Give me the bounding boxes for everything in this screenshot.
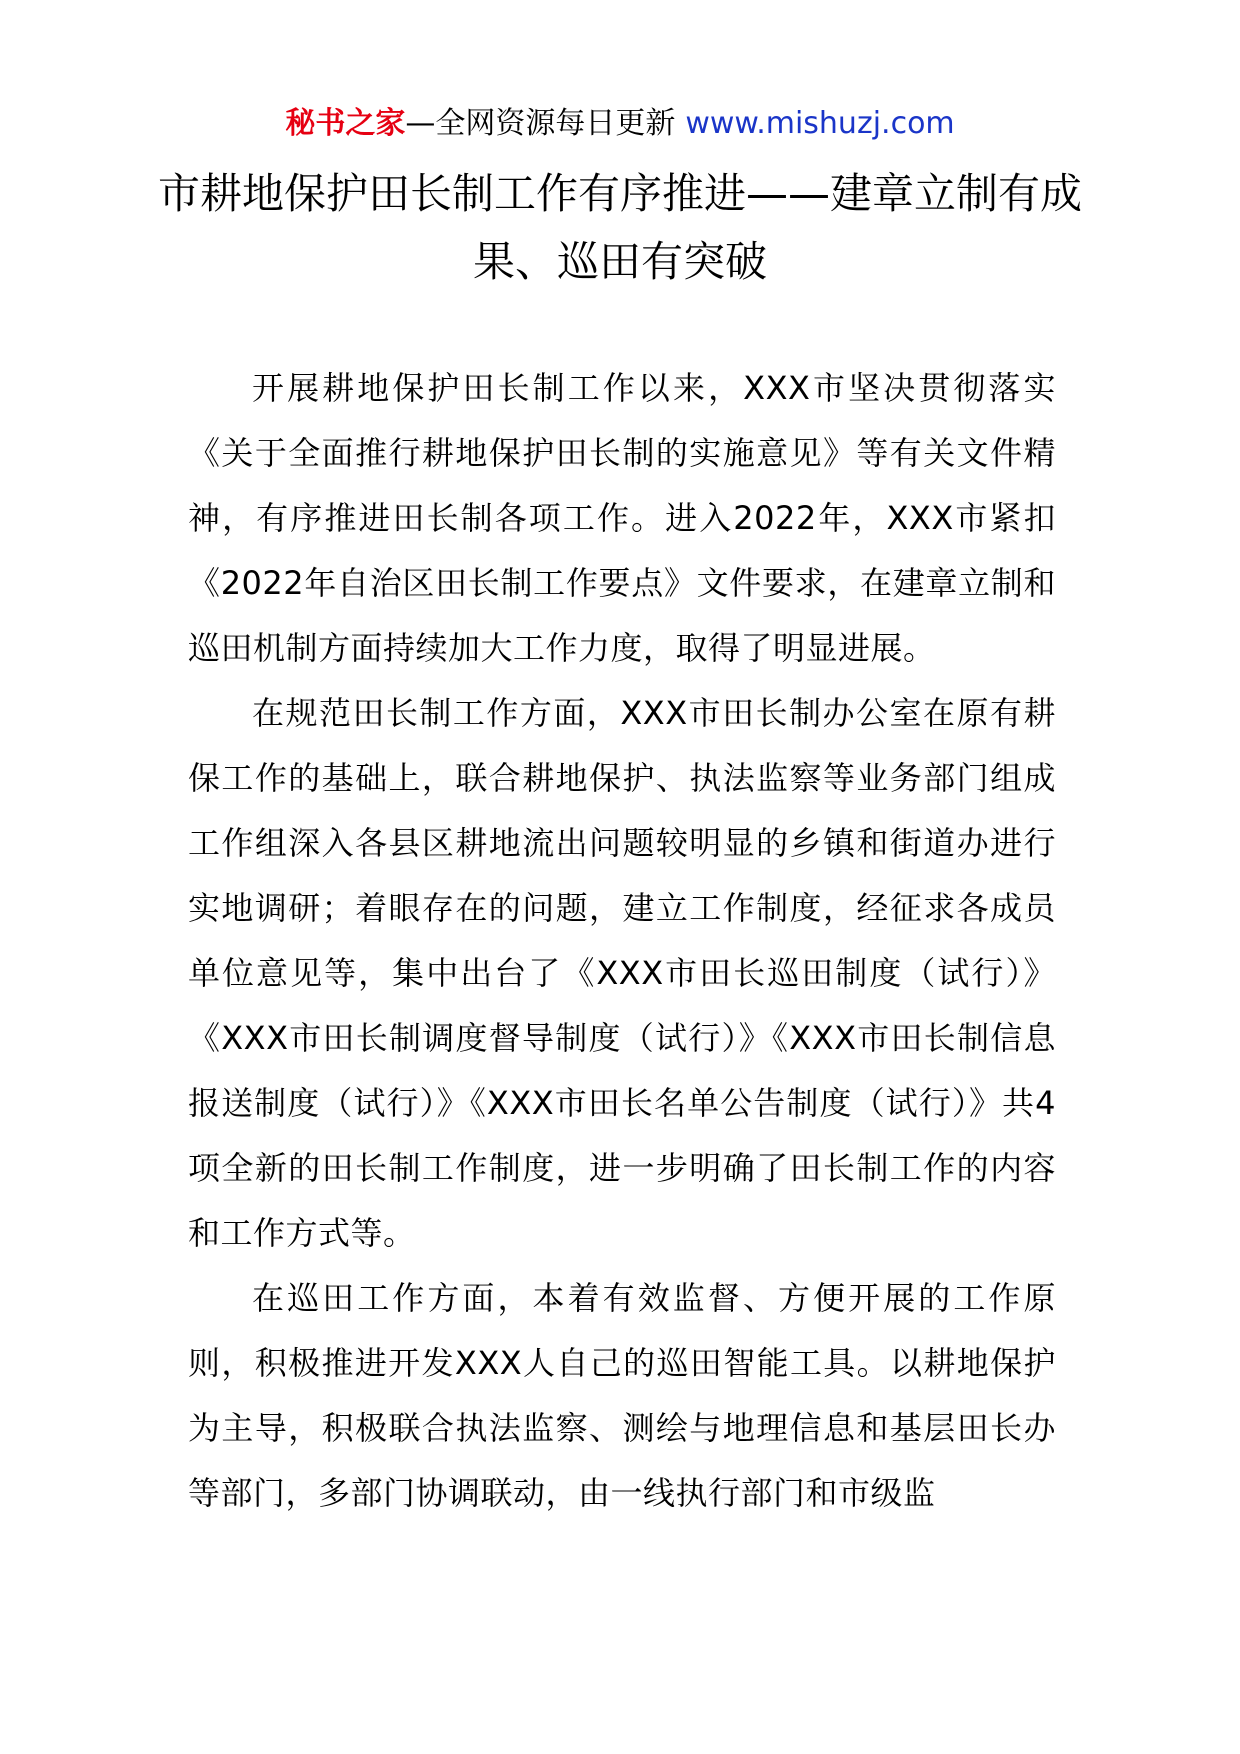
paragraph-1: 开展耕地保护田长制工作以来，XXX市坚决贯彻落实《关于全面推行耕地保护田长制的实施意见》等有关文件精神，有序推进田长制各项工作。进入2022年，XXX市紧扣《2022年自治区田长制工作要点》文件要求，在建章立制和巡田机制方面持续加大工作力度，取得了明显进展。 — [188, 369, 1056, 667]
site-url-link[interactable]: www.mishuzj.com — [685, 106, 955, 141]
paragraph-2: 在规范田长制工作方面，XXX市田长制办公室在原有耕保工作的基础上，联合耕地保护、执法监察等业务部门组成工作组深入各县区耕地流出问题较明显的乡镇和街道办进行实地调研；着眼存在的问题，建立工作制度，经征求各成员单位意见等，集中出台了《XXX市田长巡田制度（试行）》《XXX市田长制调度督导制度（试行）》《XXX市田长制信息报送制度（试行）》《XXX市田长名单公告制度（试行）》共4项全新的田长制工作制度，进一步明确了田长制工作的内容和工作方式等。 — [188, 694, 1056, 1252]
document-title: 市耕地保护田长制工作有序推进——建章立制有成果、巡田有突破 — [157, 169, 1082, 286]
brand-name: 秘书之家 — [285, 106, 406, 141]
paragraph-3: 在巡田工作方面，本着有效监督、方便开展的工作原则，积极推进开发XXX人自己的巡田智能工具。以耕地保护为主导，积极联合执法监察、测绘与地理信息和基层田长办等部门，多部门协调联动，由一线执行部门和市级监 — [188, 1279, 1056, 1512]
document-body — [188, 356, 1056, 1526]
site-header — [0, 100, 1240, 148]
header-tagline: —全网资源每日更新 — [405, 106, 676, 141]
